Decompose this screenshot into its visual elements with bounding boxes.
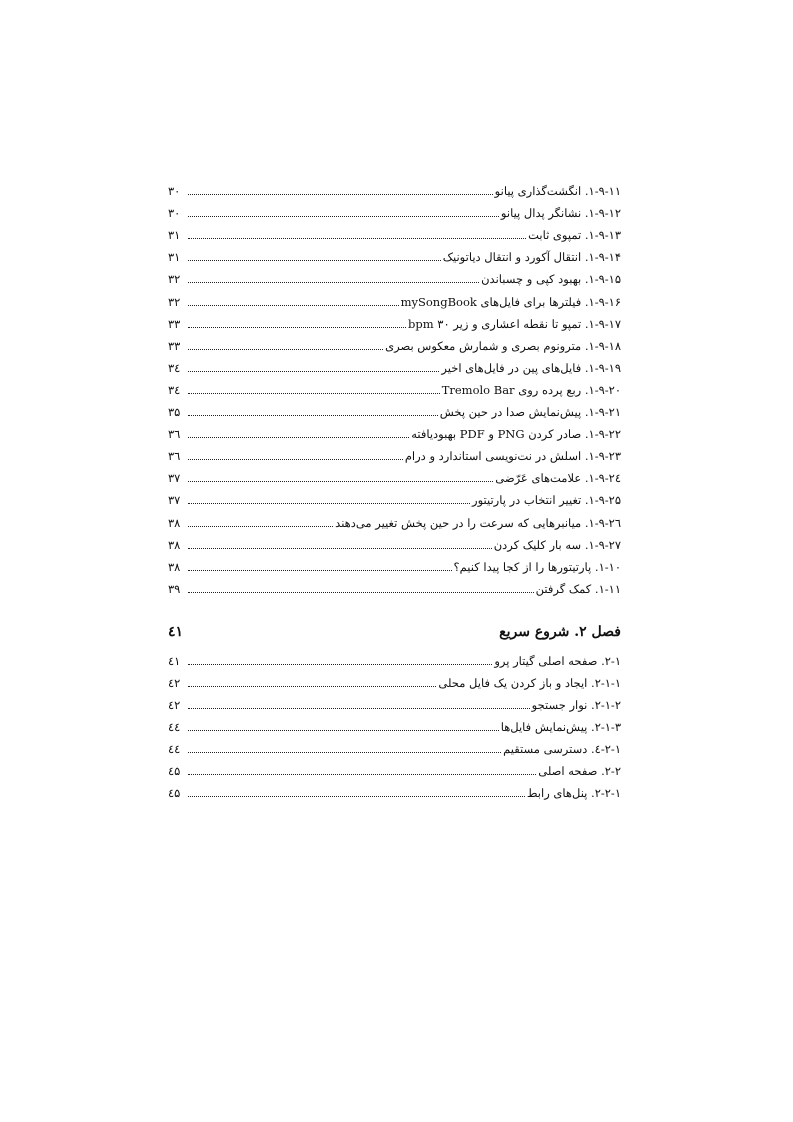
chapter-title: فصل ۲. شروع سریع — [499, 623, 621, 640]
toc-entry-page: ٤٤ — [168, 742, 181, 757]
toc-entry-title: ۱-۹-۲٤. علامت‌های عَرّضی — [495, 471, 621, 486]
toc-entry-1-9-21[interactable] — [168, 397, 621, 419]
toc-entry-page: ۳۰ — [168, 184, 181, 199]
dot-leader — [188, 437, 409, 438]
toc-entry-title: ۱-۹-۱۲. نشانگر پدال پیانو — [500, 206, 621, 221]
dot-leader — [188, 260, 441, 261]
toc-entry-1-9-26[interactable] — [168, 507, 621, 529]
toc-entry-page: ٤۲ — [168, 675, 181, 690]
toc-entry-title: ۲-۱-۱. ایجاد و باز کردن یک فایل محلی — [438, 675, 621, 690]
chapter-2-heading[interactable] — [168, 614, 621, 640]
toc-entry-title: ۲-۲. صفحه اصلی — [538, 764, 621, 779]
dot-leader — [188, 526, 333, 527]
toc-entry-page: ۳۹ — [168, 581, 181, 596]
toc-entry-title: ۱-۹-۲۲. صادر کردن PNG و PDF بهبودیافته — [411, 427, 621, 442]
toc-entry-page: ۳۸ — [168, 537, 181, 552]
dot-leader — [188, 686, 436, 687]
toc-entry-1-9-27[interactable] — [168, 530, 621, 552]
toc-entry-title: ۱-۹-۲۰. ربع پرده روی Tremolo Bar — [441, 382, 621, 397]
dot-leader — [188, 282, 479, 283]
toc-entry-page: ۳۲ — [168, 272, 181, 287]
toc-entry-1-9-11[interactable] — [168, 176, 621, 198]
dot-leader — [188, 371, 439, 372]
dot-leader — [188, 349, 383, 350]
toc-entry-title: ۱-۱۱. کمک گرفتن — [535, 581, 621, 596]
dot-leader — [188, 774, 536, 775]
dot-leader — [188, 708, 530, 709]
toc-entry-1-10[interactable] — [168, 552, 621, 574]
toc-entry-title: ۲-۱. صفحه اصلی گیتار پرو — [494, 653, 621, 668]
toc-entry-2-1-2[interactable] — [168, 690, 621, 712]
toc-entry-2-2[interactable] — [168, 756, 621, 778]
toc-entry-title: ۱-۹-۲۱. پیش‌نمایش صدا در حین پخش — [439, 405, 621, 420]
toc-entry-page: ۳۰ — [168, 206, 181, 221]
dot-leader — [188, 570, 452, 571]
toc-entry-2-1-4[interactable] — [168, 734, 621, 756]
dot-leader — [188, 216, 499, 217]
toc-entry-1-9-12[interactable] — [168, 198, 621, 220]
dot-leader — [188, 730, 499, 731]
toc-entry-1-9-24[interactable] — [168, 463, 621, 485]
toc-entry-page: ۳۳ — [168, 338, 181, 353]
toc-entry-page: ۳٤ — [168, 360, 181, 375]
toc-entry-page: ۳٤ — [168, 382, 181, 397]
dot-leader — [188, 238, 526, 239]
toc-entry-1-9-17[interactable] — [168, 309, 621, 331]
toc-entry-title: ۱-۹-۱۷. تمپو تا نقطه اعشاری و زیر ۳۰ bpm — [408, 316, 621, 331]
toc-entry-title: ۱-۹-۲٦. میانبرهایی که سرعت را در حین پخش تغییر می‌دهند — [335, 515, 621, 530]
dot-leader — [188, 393, 440, 394]
dot-leader — [188, 664, 492, 665]
toc-entry-page: ۳٦ — [168, 427, 181, 442]
dot-leader — [188, 481, 493, 482]
toc-entry-page: ۳۱ — [168, 228, 181, 243]
toc-entry-1-9-22[interactable] — [168, 419, 621, 441]
toc-entry-title: ۲-۲-۱. پنل‌های رابط — [526, 786, 621, 801]
toc-entry-page: ۳۷ — [168, 493, 181, 508]
toc-entry-title: ۱-۹-۲۵. تغییر انتخاب در پارتیتور — [472, 493, 621, 508]
toc-entry-page: ٤٤ — [168, 720, 181, 735]
toc-entry-page: ٤۲ — [168, 698, 181, 713]
dot-leader — [188, 752, 501, 753]
toc-entry-title: ۱-۹-۱۵. بهبود کپی و چسباندن — [481, 272, 621, 287]
dot-leader — [188, 194, 493, 195]
toc-entry-2-1-1[interactable] — [168, 668, 621, 690]
toc-entry-page: ۳۱ — [168, 250, 181, 265]
dot-leader — [188, 415, 438, 416]
dot-leader — [188, 592, 534, 593]
toc-entry-1-11[interactable] — [168, 574, 621, 596]
toc-entry-1-9-13[interactable] — [168, 220, 621, 242]
toc-entry-title: ۱-۹-۱۴. انتقال آکورد و انتقال دیاتونیک — [442, 250, 621, 265]
toc-entry-title: ۱-۹-۲۷. سه بار کلیک کردن — [493, 537, 621, 552]
toc-entry-1-9-25[interactable] — [168, 485, 621, 507]
toc-entry-page: ۳۳ — [168, 316, 181, 331]
toc-entry-title: ۲-۱-۲. نوار جستجو — [531, 698, 621, 713]
dot-leader — [188, 327, 406, 328]
toc-entry-page: ۳۷ — [168, 471, 181, 486]
toc-entry-1-9-18[interactable] — [168, 331, 621, 353]
toc-entry-page: ٤۵ — [168, 764, 181, 779]
toc-entry-title: ۲-۱-۳. پیش‌نمایش فایل‌ها — [500, 720, 621, 735]
toc-entry-1-9-15[interactable] — [168, 264, 621, 286]
dot-leader — [188, 796, 525, 797]
toc-entry-1-9-19[interactable] — [168, 353, 621, 375]
toc-entry-title: ۱-۹-۱۱. انگشت‌گذاری پیانو — [494, 184, 621, 199]
toc-entry-title: ۱-۹-۱۸. مترونوم بصری و شمارش معکوس بصری — [385, 338, 621, 353]
toc-entry-page: ٤۵ — [168, 786, 181, 801]
toc-entry-2-2-1[interactable] — [168, 778, 621, 800]
toc-entry-title: ۱-۱۰. پارتیتورها را از کجا پیدا کنیم؟ — [453, 559, 621, 574]
toc-entry-2-1[interactable] — [168, 646, 621, 668]
dot-leader — [188, 305, 399, 306]
chapter-page: ٤۱ — [168, 623, 184, 640]
toc-entry-page: ۳٦ — [168, 449, 181, 464]
dot-leader — [188, 503, 470, 504]
toc-entry-1-9-14[interactable] — [168, 242, 621, 264]
toc-entry-title: ۱-۹-۲۳. اسلش در نت‌نویسی استاندارد و درام — [404, 449, 621, 464]
toc-entry-page: ۳۵ — [168, 405, 181, 420]
toc-entry-title: ۲-۱-٤. دسترسی مستقیم — [503, 742, 621, 757]
toc-entry-page: ۳۲ — [168, 294, 181, 309]
toc-entry-title: ۱-۹-۱۹. فایل‌های پین در فایل‌های اخیر — [441, 360, 621, 375]
dot-leader — [188, 459, 403, 460]
toc-entry-1-9-20[interactable] — [168, 375, 621, 397]
toc-entry-1-9-23[interactable] — [168, 441, 621, 463]
table-of-contents — [168, 176, 621, 800]
dot-leader — [188, 548, 492, 549]
toc-entry-page: ٤۱ — [168, 653, 181, 668]
toc-entry-page: ۳۸ — [168, 515, 181, 530]
toc-entry-title: ۱-۹-۱۳. تمپوی ثابت — [528, 228, 621, 243]
toc-entry-2-1-3[interactable] — [168, 712, 621, 734]
toc-entry-1-9-16[interactable] — [168, 286, 621, 308]
toc-entry-page: ۳۸ — [168, 559, 181, 574]
toc-entry-title: ۱-۹-۱۶. فیلترها برای فایل‌های mySongBook — [400, 294, 621, 309]
